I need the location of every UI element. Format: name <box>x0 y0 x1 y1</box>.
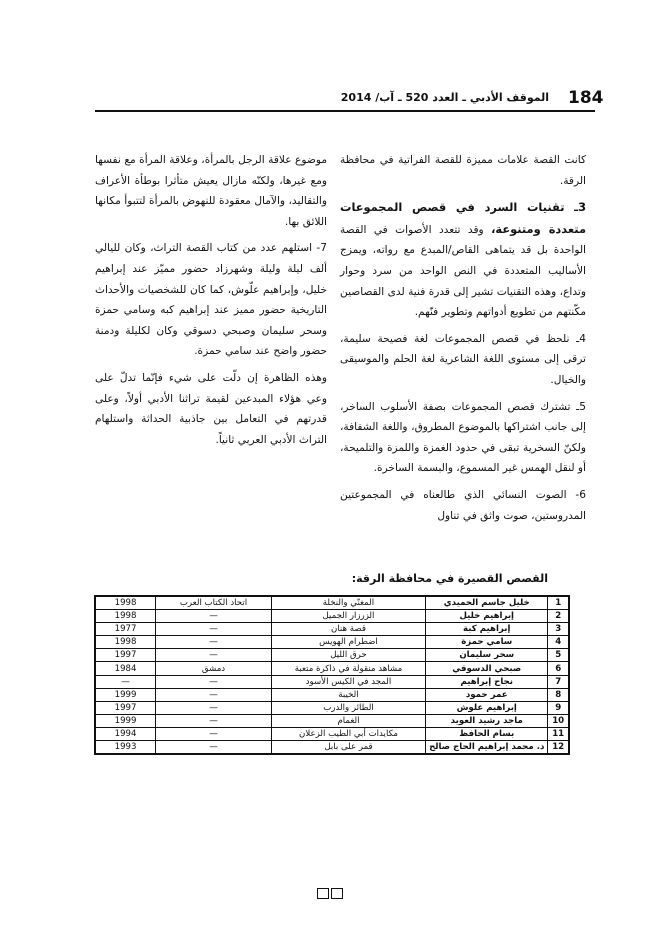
paragraph: 7- استلهم عدد من كتاب القصة التراث، وكان لليالي ألف ليلة وليلة وشهرزاد حضور مميّز عند إبراهيم خليل، وإبراهيم علّوش، كما كان للشخصيات والأحداث التاريخية حضور مميز عند إبراهيم كبه وسامي حمزة وسحر سليمان وصبحي دسوقي وكان لكليلة ودمنة حضور واضح عند سامي حمزة. <box>95 242 327 358</box>
title-cell: مكايدات أبي الطيب الزعلان <box>271 727 425 740</box>
year-cell: 1977 <box>95 623 156 636</box>
table-row <box>95 649 569 662</box>
title-cell: حرق الليل <box>271 649 425 662</box>
year-cell: 1997 <box>95 701 156 714</box>
table-row <box>95 714 569 727</box>
publisher-cell: — <box>156 636 272 649</box>
table-row <box>95 623 569 636</box>
author-cell: سحر سليمان <box>426 649 548 662</box>
publisher-cell: — <box>156 649 272 662</box>
year-cell: 1999 <box>95 714 156 727</box>
header-rule <box>95 110 595 112</box>
title-cell: الزرزار الجميل <box>271 610 425 623</box>
table-row <box>95 688 569 701</box>
year-cell: 1993 <box>95 741 156 755</box>
row-number: 3 <box>548 623 569 636</box>
table-body <box>95 596 569 754</box>
publisher-cell: دمشق <box>156 662 272 675</box>
paragraph-text: وقد تتعدد الأصوات في القصة الواحدة بل قد يتماهى القاص/المبدع مع رواته، ويمزج الأساليب المتعددة في النص الواحد من سرد وحوار وتداع، وهذه التقنيات تشير إلى قدرة فنية لدى القصاصين مكّنتهم من تطويع أدواتهم وتطوير فنّهم. <box>340 223 586 319</box>
author-cell: إبراهيم خليل <box>426 610 548 623</box>
publisher-cell: — <box>156 623 272 636</box>
publisher-cell: — <box>156 610 272 623</box>
left-column <box>95 150 327 456</box>
title-cell: قصة هنان <box>271 623 425 636</box>
row-number: 6 <box>548 662 569 675</box>
title-cell: مشاهد منقولة في ذاكرة متعبة <box>271 662 425 675</box>
running-title: الموقف الأدبي ـ العدد 520 ـ آب/ 2014 <box>340 91 549 104</box>
author-cell: نجاح إبراهيم <box>426 675 548 688</box>
row-number: 1 <box>548 596 569 610</box>
author-cell: ماجد رشيد العويد <box>426 714 548 727</box>
author-cell: عمر حمود <box>426 688 548 701</box>
paragraph: 6- الصوت النسائي الذي طالعناه في المجموعتين المدروستين، صوت واثق في تناول <box>340 488 586 522</box>
row-number: 8 <box>548 688 569 701</box>
year-cell: — <box>95 675 156 688</box>
title-cell: اضطرام الهويس <box>271 636 425 649</box>
paragraph: كانت القصة علامات مميزة للقصة الفراتية في محافظة الرقة. <box>340 154 586 187</box>
footer-ornament <box>316 884 344 896</box>
table-row <box>95 741 569 755</box>
publisher-cell: اتحاد الكتاب العرب <box>156 596 272 610</box>
square-icon <box>317 888 329 899</box>
table-title: القصص القصيرة في محافظة الرقة: <box>351 572 548 585</box>
author-cell: بسام الحافظ <box>426 727 548 740</box>
paragraph <box>340 197 586 323</box>
paragraph: موضوع علاقة الرجل بالمرأة، وعلاقة المرأة مع نفسها ومع غيرها، ولكنّه مازال يعيش متأثرا بوطأة الأعراف والتقاليد، والآمال معقودة للنهوض بالمرأة لتتبوأ مكانها اللائق بها. <box>95 154 327 228</box>
year-cell: 1984 <box>95 662 156 675</box>
title-cell: الطائر والدرب <box>271 701 425 714</box>
publisher-cell: — <box>156 701 272 714</box>
row-number: 9 <box>548 701 569 714</box>
publisher-cell: — <box>156 727 272 740</box>
row-number: 4 <box>548 636 569 649</box>
row-number: 12 <box>548 741 569 755</box>
row-number: 5 <box>548 649 569 662</box>
table-row <box>95 596 569 610</box>
year-cell: 1998 <box>95 610 156 623</box>
square-icon <box>331 888 343 899</box>
row-number: 10 <box>548 714 569 727</box>
right-column <box>340 150 586 532</box>
row-number: 7 <box>548 675 569 688</box>
year-cell: 1999 <box>95 688 156 701</box>
title-cell: المغنّي والنخلة <box>271 596 425 610</box>
paragraph: وهذه الظاهرة إن دلّت على شيء فإنّما تدلّ على وعي هؤلاء المبدعين لقيمة تراثنا الأدبي أولاً، وعلى قدرتهم في التعامل بين جاذبية الحداثة واستلهام التراث الأدبي العربي ثانياً. <box>95 371 327 446</box>
publisher-cell: — <box>156 714 272 727</box>
page-number: 184 <box>568 88 604 108</box>
author-cell: إبراهيم كبة <box>426 623 548 636</box>
table-row <box>95 701 569 714</box>
title-cell: قمر على بابل <box>271 741 425 755</box>
author-cell: سامي حمزة <box>426 636 548 649</box>
table-row <box>95 636 569 649</box>
author-cell: خليل جاسم الحميدي <box>426 596 548 610</box>
publisher-cell: — <box>156 741 272 755</box>
author-cell: إبراهيم علوش <box>426 701 548 714</box>
row-number: 2 <box>548 610 569 623</box>
year-cell: 1998 <box>95 596 156 610</box>
table-row <box>95 610 569 623</box>
publisher-cell: — <box>156 688 272 701</box>
title-cell: الخيبة <box>271 688 425 701</box>
paragraph: 5ـ تشترك قصص المجموعات بصفة الأسلوب الساخر، إلى جانب اشتراكها بالموضوع المطروق، واللغة الشفافة، ولكنّ السخرية تبقى في حدود الغمزة واللمزة والتلميحة، أو لنقل الهمس غير المسموع، والبسمة الساخرة. <box>340 400 586 475</box>
table-row <box>95 662 569 675</box>
title-cell: الغمام <box>271 714 425 727</box>
year-cell: 1998 <box>95 636 156 649</box>
author-cell: د. محمد إبراهيم الحاج صالح <box>426 741 548 755</box>
title-cell: المجد في الكيس الأسود <box>271 675 425 688</box>
year-cell: 1997 <box>95 649 156 662</box>
publisher-cell: — <box>156 675 272 688</box>
author-cell: صبحي الدسوقي <box>426 662 548 675</box>
year-cell: 1994 <box>95 727 156 740</box>
table-row <box>95 727 569 740</box>
short-stories-table <box>94 595 570 755</box>
table-row <box>95 675 569 688</box>
row-number: 11 <box>548 727 569 740</box>
paragraph: 4ـ نلحظ في قصص المجموعات لغة فصيحة سليمة، ترقى إلى مستوى اللغة الشاعرية لغة الحلم والموسيقى والخيال. <box>340 332 586 386</box>
section-heading: 3ـ تقنيات السرد في قصص المجموعات متعددة ومتنوعة، <box>340 200 586 236</box>
